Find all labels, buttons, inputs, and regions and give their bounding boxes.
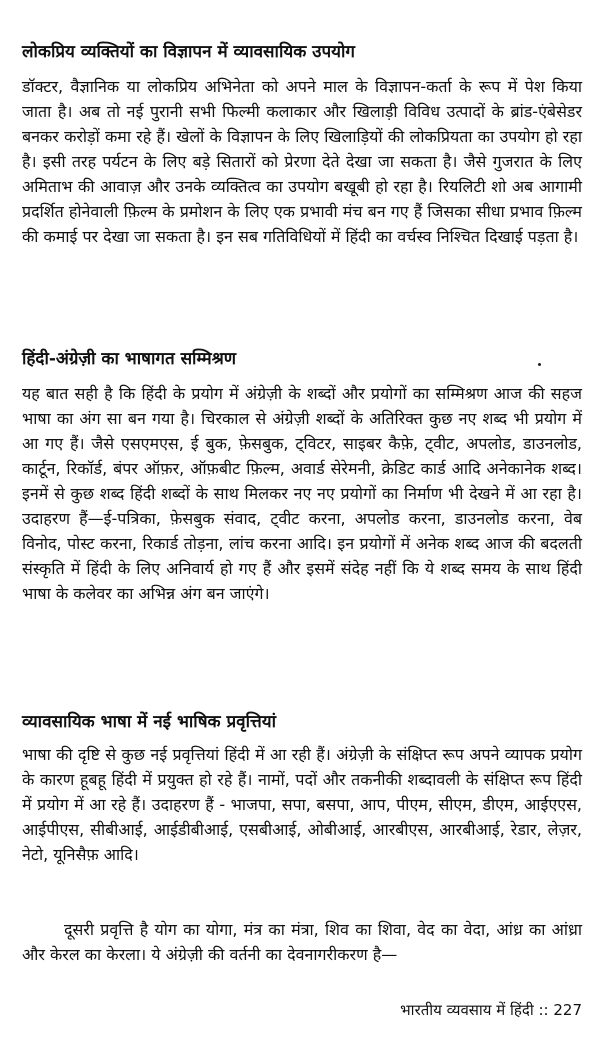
section-heading-celebrity-advertising: लोकप्रिय व्यक्तियों का विज्ञापन में व्यावसायिक उपयोग <box>22 42 355 62</box>
section-heading-hindi-english-mixing: हिंदी-अंग्रेज़ी का भाषागत सम्मिश्रण <box>22 349 237 369</box>
paragraph-devanagarization: दूसरी प्रवृत्ति है योग का योगा, मंत्र का मंत्रा, शिव का शिवा, वेद का वेदा, आंध्र का आंध्रा और केरल का केरला। ये अंग्रेज़ी की वर्तनी का देवनागरीकरण है— <box>22 920 582 964</box>
page-footer: भारतीय व्यवसाय में हिंदी :: 227 <box>400 1001 582 1019</box>
paragraph-hindi-english-mixing: यह बात सही है कि हिंदी के प्रयोग में अंग्रेज़ी के शब्दों और प्रयोगों का सम्मिश्रण आज की सहज भाषा का अंग सा बन गया है। चिरकाल से अंग्रेज़ी शब्दों के अतिरिक्त कुछ नए शब्द भी प्रयोग में आ गए हैं। जैसे एसएमएस, ई बुक, फ़ेसबुक, ट्विटर, साइबर कैफ़े, ट्वीट, अपलोड, डाउनलोड, कार्टून, रिकॉर्ड, बंपर ऑफ़र, ऑफ़बीट फ़िल्म, अवार्ड सेरेमनी, क्रेडिट कार्ड आदि अनेकानेक शब्द। इनमें से कुछ शब्द हिंदी शब्दों के साथ मिलकर नए नए प्रयोगों का निर्माण भी देखने में आ रहा है। उदाहरण हैं—ई-पत्रिका, फ़ेसबुक संवाद, ट्वीट करना, अपलोड करना, डाउनलोड करना, वेब विनोद, पोस्ट करना, रिकार्ड तोड़ना, लांच करना आदि। इन प्रयोगों में अनेक शब्द आज की बदलती संस्कृति में हिंदी के लिए अनिवार्य हो गए हैं और इसमें संदेह नहीं कि ये शब्द समय के साथ हिंदी भाषा के कलेवर का अभिन्न अंग बन जाएंगे। <box>22 384 582 603</box>
paragraph-abbreviations: भाषा की दृष्टि से कुछ नई प्रवृत्तियां हिंदी में आ रही हैं। अंग्रेज़ी के संक्षिप्त रूप अपने व्यापक प्रयोग के कारण हूबहू हिंदी में प्रयुक्त हो रहे हैं। नामों, पदों और तकनीकी शब्दावली के संक्षिप्त रूप हिंदी में प्रयोग में आ रहे हैं। उदाहरण हैं - भाजपा, सपा, बसपा, आप, पीएम, सीएम, डीएम, आईएएस, आईपीएस, सीबीआई, आईडीबीआई, एसबीआई, ओबीआई, आरबीएस, आरबीआई, रेडार, लेज़र, नेटो, यूनिसैफ़ आदि। <box>22 745 582 864</box>
book-page <box>22 0 582 1047</box>
paragraph-celebrity-advertising: डॉक्टर, वैज्ञानिक या लोकप्रिय अभिनेता को अपने माल के विज्ञापन-कर्ता के रूप में पेश किया जाता है। अब तो नई पुरानी सभी फिल्मी कलाकार और खिलाड़ी विविध उत्पादों के ब्रांड-एंबेसेडर बनकर करोड़ों कमा रहे हैं। खेलों के विज्ञापन के लिए खिलाड़ियों की लोकप्रियता का उपयोग हो रहा है। इसी तरह पर्यटन के लिए बड़े सितारों को प्रेरणा देते देखा जा सकता है। जैसे गुजरात के लिए अमिताभ की आवाज़ और उनके व्यक्तित्व का उपयोग बखूबी हो रहा है। रियलिटी शो अब आगामी प्रदर्शित होनेवाली फ़िल्म के प्रमोशन के लिए एक प्रभावी मंच बन गए हैं जिसका सीधा प्रभाव फ़िल्म की कमाई पर देखा जा सकता है। इन सब गतिविधियों में हिंदी का वर्चस्व निश्चित दिखाई पड़ता है। <box>22 77 582 246</box>
print-speck <box>538 363 541 366</box>
section-heading-new-language-trends: व्यावसायिक भाषा में नई भाषिक प्रवृत्तियां <box>22 712 277 732</box>
